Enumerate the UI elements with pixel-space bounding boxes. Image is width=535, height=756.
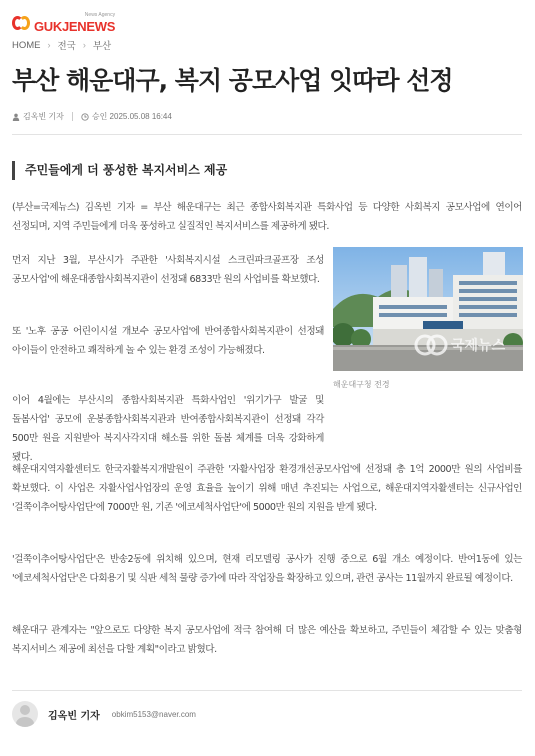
article-paragraph-7: 해운대구 관계자는 "앞으로도 다양한 복지 공모사업에 적극 참여해 더 많은 예산을 확보하고, 주민들이 체감할 수 있는 맞춤형 복지서비스 제공에 최선을 다할 계획"이라고 밝혔다. <box>12 625 522 655</box>
meta-divider <box>72 112 73 121</box>
article-paragraph-3: 또 '노후 공공 어린이시설 개보수 공모사업'에 반여종합사회복지관이 선정돼 아이들이 안전하고 쾌적하게 놀 수 있는 환경 조성이 가능해졌다. <box>12 326 324 356</box>
article-meta <box>12 111 172 122</box>
breadcrumb-national[interactable]: 전국 <box>57 41 76 52</box>
article-author: 김옥빈 기자 <box>23 112 64 121</box>
divider-top <box>12 134 522 135</box>
divider-bottom <box>12 690 522 691</box>
article-paragraph-5: 해운대지역자활센터도 한국자활복지개발원이 주관한 '자활사업장 환경개선공모사업'에 선정돼 총 1억 2000만 원의 사업비를 확보했다. 이 사업은 자활사업사업장의 운영 효율을 높이기 위해 매년 추진되는 사업으로, 해운대지역자활센터는 신규사업인 '걸쭉이추어탕사업단'에 7000만 원, 기존 '에코세척사업단'에 5000만 원의 지원을 받게 됐다. <box>12 464 522 513</box>
logo-mark-icon <box>12 14 32 34</box>
article-published: 승인 2025.05.08 16:44 <box>91 112 172 121</box>
article-paragraph-4: 이어 4월에는 부산시의 종합사회복지관 특화사업인 '위기가구 발굴 및 돌봄사업' 공모에 운봉종합사회복지관과 반여종합사회복지관이 선정돼 각각 500만 원을 지원받아 복지사각지대 해소를 위한 돌봄 체계를 더욱 강화하게 됐다. <box>12 395 324 463</box>
photo-watermark: 국제뉴스 <box>451 338 506 354</box>
reporter-name[interactable]: 김옥빈 기자 <box>48 710 100 722</box>
site-logo[interactable] <box>12 14 115 34</box>
article-subheading: 주민들에게 더 풍성한 복지서비스 제공 <box>12 161 522 180</box>
article-paragraph-2: 먼저 지난 3월, 부산시가 주관한 '사회복지시설 스크린파크골프장 조성 공모사업'에 해운대종합사회복지관이 선정돼 6833만 원의 사업비를 확보했다. <box>12 255 324 285</box>
logo-subtext: News Agency <box>84 12 116 18</box>
article-title: 부산 해운대구, 복지 공모사업 잇따라 선정 <box>12 66 453 95</box>
breadcrumb <box>12 38 111 52</box>
logo-text: GUKJENEWS News Agency <box>34 12 116 34</box>
chevron-right-icon: › <box>47 40 51 50</box>
person-icon <box>12 113 20 121</box>
reporter-card <box>12 701 196 727</box>
photo-caption: 해운대구청 전경 <box>333 380 390 389</box>
article-paragraph-6: '걸쭉이추어탕사업단'은 반송2동에 위치해 있으며, 현재 리모델링 공사가 진행 중으로 6월 개소 예정이다. 반여1동에 있는 '에코세척사업단'은 다회용기 및 식판 세척 물량 증가에 따라 작업장을 확장하고 있으며, 관련 공사는 11월까지 완료될 예정이다. <box>12 554 522 584</box>
avatar-icon <box>12 701 38 727</box>
chevron-right-icon: › <box>82 40 86 50</box>
photo-illustration <box>333 247 523 371</box>
article-photo[interactable] <box>333 247 523 371</box>
article-paragraph-1: (부산=국제뉴스) 김옥빈 기자 = 부산 해운대구는 최근 종합사회복지관 특화사업 등 다양한 사회복지 공모사업에 연이어 선정되며, 지역 주민들에게 더욱 풍성하고 실질적인 복지서비스를 제공하게 됐다. <box>12 202 522 232</box>
breadcrumb-busan[interactable]: 부산 <box>92 41 112 52</box>
breadcrumb-home[interactable]: HOME <box>12 39 41 51</box>
clock-icon <box>81 113 89 121</box>
reporter-email[interactable]: obkim5153@naver.com <box>111 709 196 719</box>
article-paragraph-4a <box>12 391 324 467</box>
